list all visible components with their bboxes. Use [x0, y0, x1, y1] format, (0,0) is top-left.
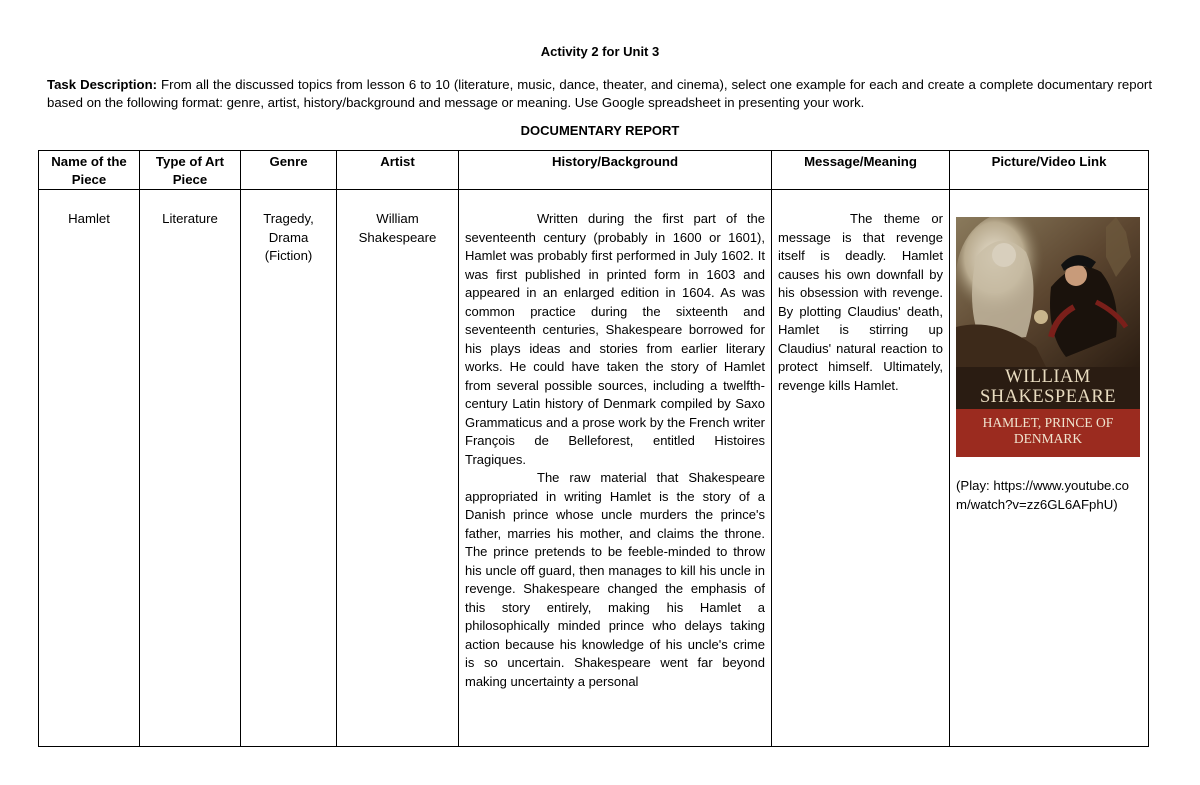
report-title: DOCUMENTARY REPORT — [520, 123, 680, 138]
task-text: From all the discussed topics from lesson 6 to 10 (literature, music, dance, theater, and cinema), select one example for each and create a complete documentary report based on the following format: genre, artist, history/background and message or meaning. Use Google spreadsheet in presenting your work. — [47, 77, 1152, 110]
task-description — [47, 76, 1152, 112]
cell-genre: Tragedy, Drama (Fiction) — [241, 190, 337, 747]
book-cover-image — [956, 217, 1140, 457]
header-history: History/Background — [459, 151, 772, 190]
history-paragraph-2: The raw material that Shakespeare appropriated in writing Hamlet is the story of a Danish prince whose uncle murders the prince's father, marries his mother, and claims the throne. The prince pretends to be feeble-minded to throw his uncle off guard, then manages to kill his uncle in revenge. Shakespeare changed the emphasis of this story entirely, making his Hamlet a philosophically minded prince who delays taking action because his knowledge of his uncle's crime is so uncertain. Shakespeare went far beyond making uncertainty a personal — [465, 470, 765, 689]
table-row — [39, 190, 1149, 747]
cell-name: Hamlet — [39, 190, 140, 747]
cell-picture-link — [950, 190, 1149, 747]
header-genre: Genre — [241, 151, 337, 190]
message-text: The theme or message is that revenge itself is deadly. Hamlet causes his own downfall by his obsession with revenge. By plotting Claudius' death, Hamlet is stirring up Claudius' natural reaction to protect himself. Ultimately, revenge kills Hamlet. — [778, 211, 943, 393]
history-paragraph-1: Written during the first part of the seventeenth century (probably in 1600 or 1601), Hamlet was probably first performed in July 1602. It was first published in printed form in 1603 and appeared in an enlarged edition in 1604. As was common practice during the sixteenth and seventeenth centuries, Shakespeare borrowed for his plays ideas and stories from earlier literary works. He could have taken the story of Hamlet from several possible sources, including a twelfth-century Latin history of Denmark compiled by Saxo Grammaticus and a prose work by the French writer François de Belleforest, entitled Histoires Tragiques. — [465, 211, 765, 467]
task-label: Task Description: — [47, 77, 158, 92]
table-header-row — [39, 151, 1149, 190]
documentary-report-table — [38, 150, 1149, 747]
cell-history — [459, 190, 772, 747]
header-link: Picture/Video Link — [950, 151, 1149, 190]
cell-type: Literature — [140, 190, 241, 747]
cell-message — [772, 190, 950, 747]
cover-author: WILLIAM SHAKESPEARE — [979, 367, 1117, 407]
cover-subtitle: HAMLET, PRINCE OF DENMARK — [982, 415, 1114, 446]
header-type: Type of Art Piece — [140, 151, 241, 190]
video-link[interactable]: (Play: https://www.youtube.com/watch?v=zz6GL6AFphU) — [956, 478, 1129, 512]
header-artist: Artist — [337, 151, 459, 190]
page-title: Activity 2 for Unit 3 — [540, 44, 660, 59]
cell-artist: William Shakespeare — [337, 190, 459, 747]
header-message: Message/Meaning — [772, 151, 950, 190]
header-name: Name of the Piece — [39, 151, 140, 190]
